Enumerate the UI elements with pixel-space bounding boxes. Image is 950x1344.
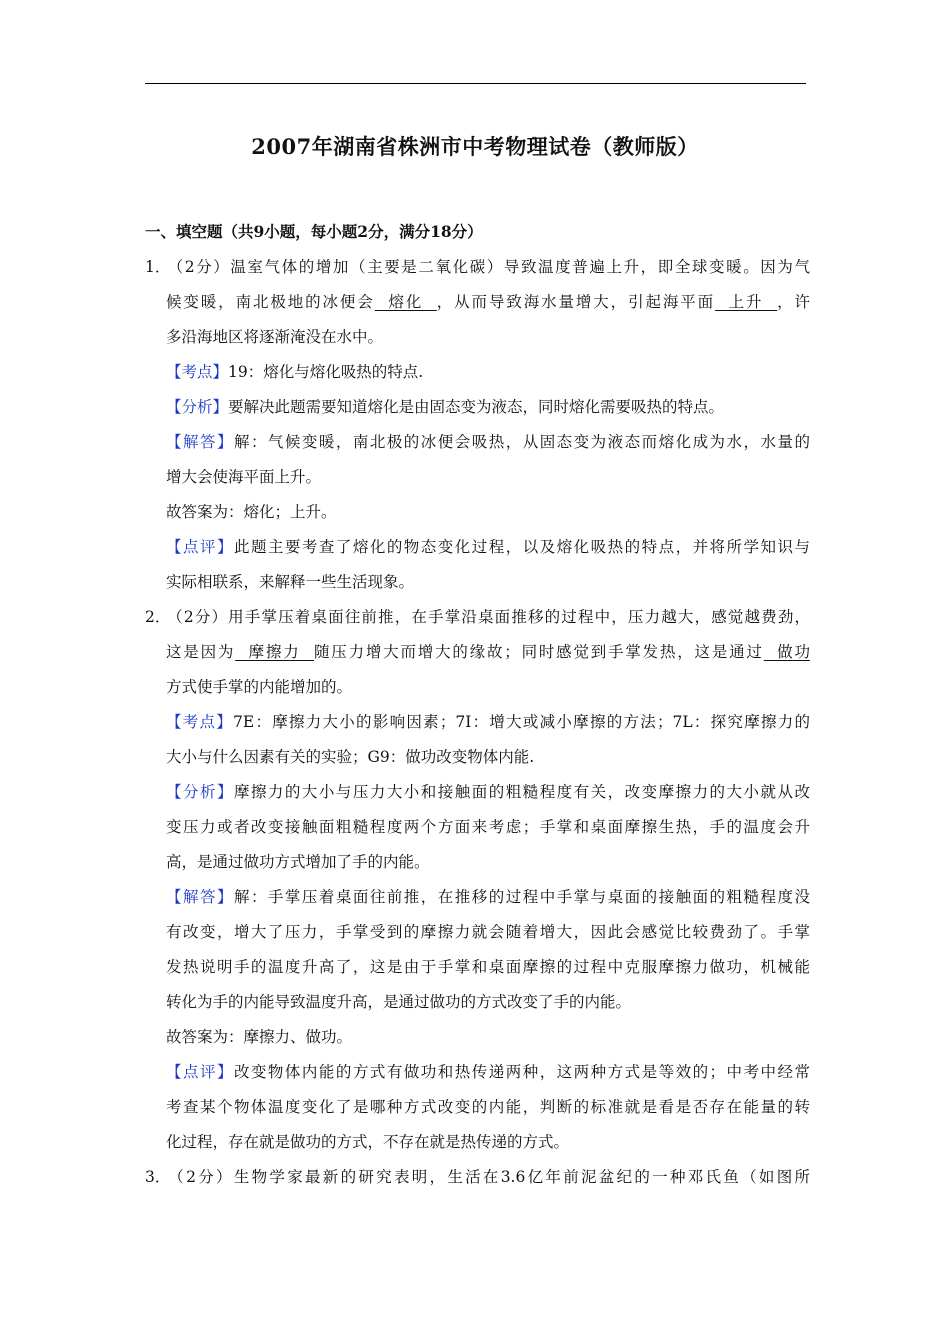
q2-jieda-line-1: 【解答】解：手掌压着桌面往前推，在推移的过程中手掌与桌面的接触面的粗糙程度没 — [166, 888, 810, 906]
answer-blank: 上升 — [715, 293, 778, 311]
question-3-line-1: 3．（2分）生物学家最新的研究表明，生活在3.6亿年前泥盆纪的一种邓氏鱼（如图所 — [145, 1160, 810, 1195]
header-rule — [145, 83, 806, 84]
q1-dianping-line-1: 【点评】此题主要考查了熔化的物态变化过程，以及熔化吸热的特点，并将所学知识与 — [166, 538, 810, 556]
question-2-line-1: 2．（2分）用手掌压着桌面往前推，在手掌沿桌面推移的过程中，压力越大，感觉越费劲， — [145, 600, 810, 635]
q2-fenxi-line-2: 变压力或者改变接触面粗糙程度两个方面来考虑；手掌和桌面摩擦生热，手的温度会升 — [166, 818, 810, 836]
answer-blank: 熔化 — [374, 293, 437, 311]
question-list — [145, 250, 810, 1195]
answer-blank: 摩擦力 — [235, 643, 314, 661]
q1-fenxi: 【分析】要解决此题需要知道熔化是由固态变为液态，同时熔化需要吸热的特点。 — [166, 398, 725, 416]
fenxi-tag: 【分析】 — [166, 783, 234, 801]
q1-jieda-line-2: 增大会使海平面上升。 — [166, 468, 322, 486]
question-number: 2． — [145, 608, 171, 626]
q2-fenxi-line-3: 高，是通过做功方式增加了手的内能。 — [166, 853, 430, 871]
q1-dianping-line-2: 实际相联系，来解释一些生活现象。 — [166, 573, 415, 591]
answer-blank: 做功 — [763, 643, 810, 661]
question-number: 3． — [145, 1168, 171, 1186]
jieda-tag: 【解答】 — [166, 433, 234, 451]
q2-jieda-line-2: 有改变，增大了压力，手掌受到的摩擦力就会随着增大，因此会感觉比较费劲了。手掌 — [166, 923, 810, 941]
q2-jieda-line-3: 发热说明手的温度升高了，这是由于手掌和桌面摩擦的过程中克服摩擦力做功，机械能 — [166, 958, 810, 976]
question-1-line-3: 多沿海地区将逐渐淹没在水中。 — [166, 328, 384, 346]
q2-dianping-line-3: 化过程，存在就是做功的方式，不存在就是热传递的方式。 — [166, 1133, 570, 1151]
question-2-line-3: 方式使手掌的内能增加的。 — [166, 678, 353, 696]
question-2-line-2: 这是因为 摩擦力 随压力增大而增大的缘故；同时感觉到手掌发热，这是通过 做功 — [166, 643, 810, 661]
q2-kaodian-line-1: 【考点】7E：摩擦力大小的影响因素；7I：增大或减小摩擦的方法；7L：探究摩擦力的 — [166, 713, 810, 731]
question-number: 1． — [145, 258, 171, 276]
page-title: 2007年湖南省株洲市中考物理试卷（教师版） — [251, 134, 699, 159]
question-1-line-2: 候变暖，南北极地的冰便会 熔化 ，从而导致海水量增大，引起海平面 上升 ，许 — [166, 293, 810, 311]
q2-jieda-line-4: 转化为手的内能导致温度升高，是通过做功的方式改变了手的内能。 — [166, 993, 632, 1011]
q2-fenxi-line-1: 【分析】摩擦力的大小与压力大小和接触面的粗糙程度有关，改变摩擦力的大小就从改 — [166, 783, 810, 801]
q1-answer: 故答案为：熔化；上升。 — [166, 503, 337, 521]
kaodian-tag: 【考点】 — [166, 713, 234, 731]
section-heading: 一、填空题（共9小题，每小题2分，满分18分） — [145, 222, 483, 241]
question-1-line-1: 1．（2分）温室气体的增加（主要是二氧化碳）导致温度普遍上升，即全球变暖。因为气 — [145, 250, 810, 285]
q2-kaodian-line-2: 大小与什么因素有关的实验；G9：做功改变物体内能. — [166, 748, 535, 766]
dianping-tag: 【点评】 — [166, 1063, 234, 1081]
q1-jieda-line-1: 【解答】解：气候变暖，南北极的冰便会吸热，从固态变为液态而熔化成为水，水量的 — [166, 433, 810, 451]
kaodian-tag: 【考点】 — [166, 363, 229, 381]
dianping-tag: 【点评】 — [166, 538, 234, 556]
q2-dianping-line-1: 【点评】改变物体内能的方式有做功和热传递两种，这两种方式是等效的；中考中经常 — [166, 1063, 810, 1081]
q1-kaodian: 【考点】19：熔化与熔化吸热的特点. — [166, 363, 424, 381]
q2-dianping-line-2: 考查某个物体温度变化了是哪种方式改变的内能，判断的标准就是看是否存在能量的转 — [166, 1098, 810, 1116]
q2-answer: 故答案为：摩擦力、做功。 — [166, 1028, 353, 1046]
fenxi-tag: 【分析】 — [166, 398, 229, 416]
jieda-tag: 【解答】 — [166, 888, 234, 906]
